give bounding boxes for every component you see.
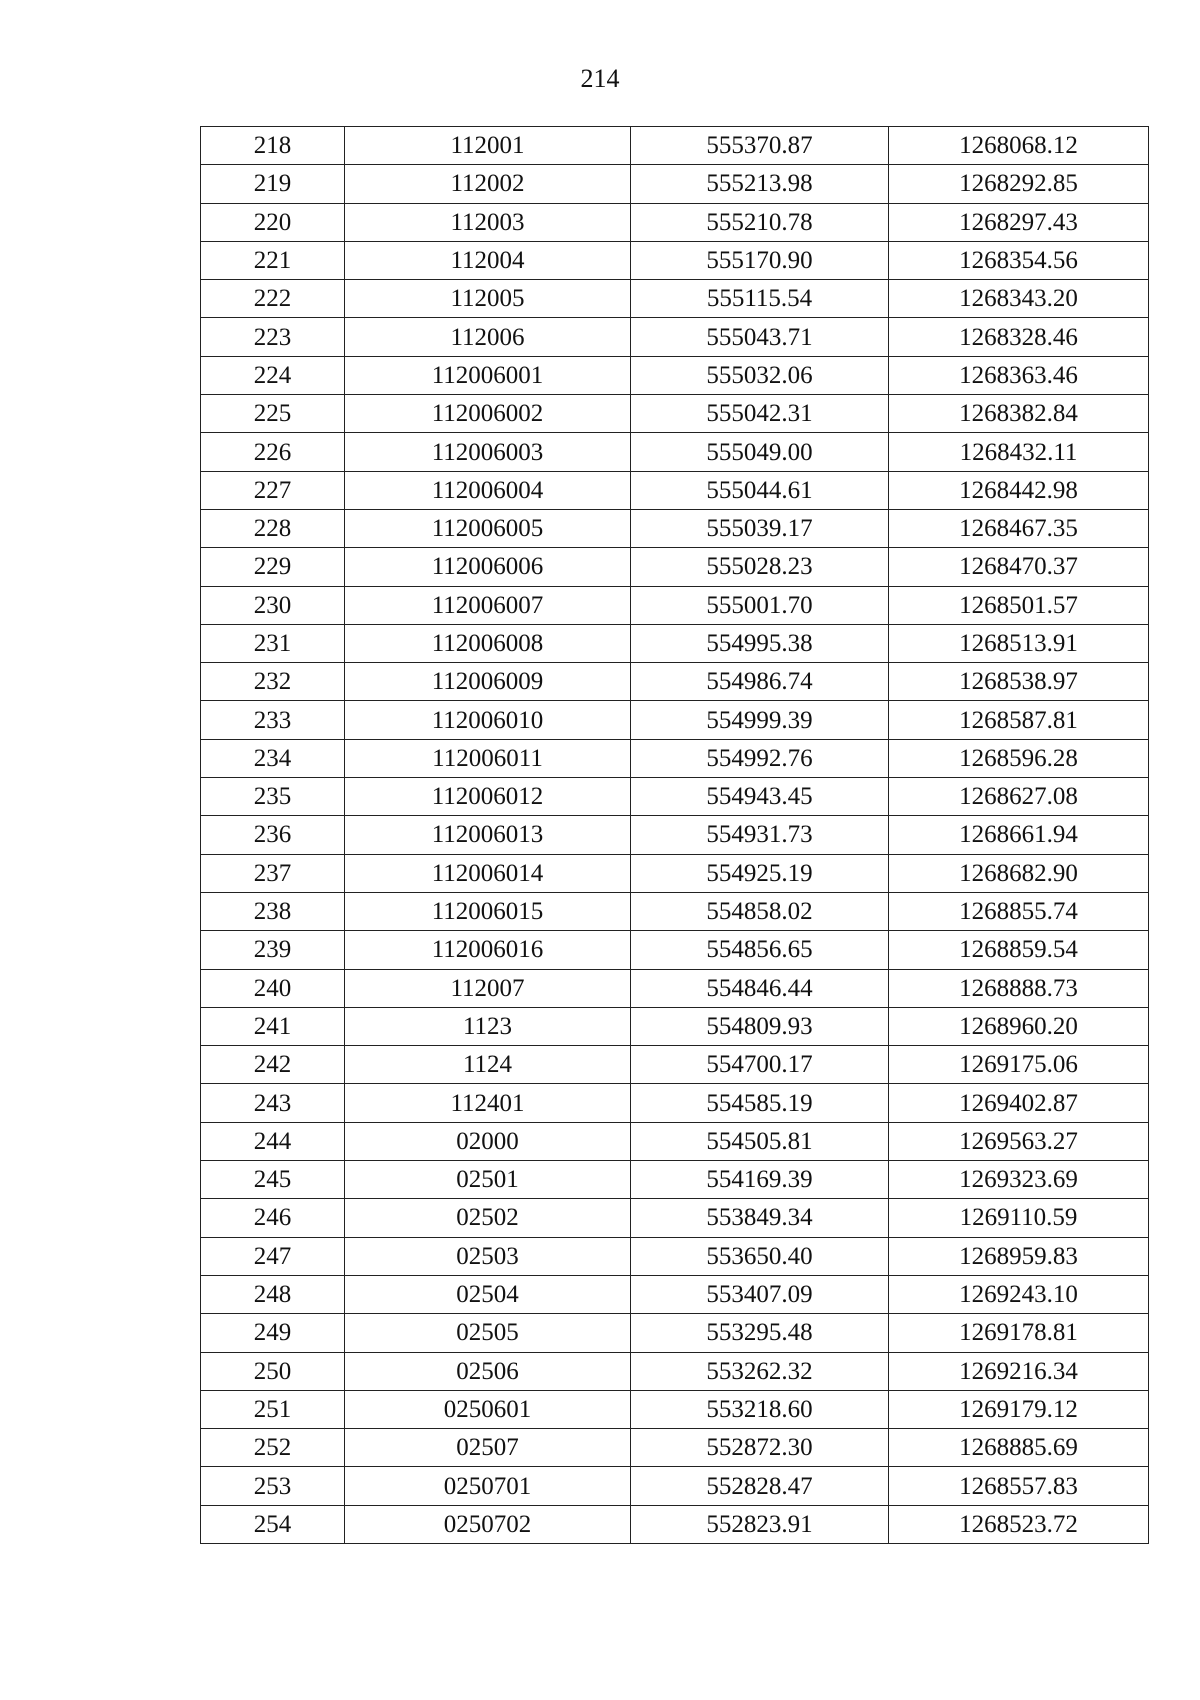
y-coordinate-cell: 1269175.06 — [889, 1046, 1149, 1084]
x-coordinate-cell: 554995.38 — [631, 624, 889, 662]
table-row — [201, 1046, 1149, 1084]
y-coordinate-cell: 1268354.56 — [889, 241, 1149, 279]
table-row — [201, 663, 1149, 701]
row-number-cell: 245 — [201, 1161, 345, 1199]
table-row — [201, 1007, 1149, 1045]
point-id-cell: 0250702 — [345, 1505, 631, 1543]
row-number-cell: 243 — [201, 1084, 345, 1122]
row-number-cell: 244 — [201, 1122, 345, 1160]
row-number-cell: 250 — [201, 1352, 345, 1390]
point-id-cell: 0250701 — [345, 1467, 631, 1505]
y-coordinate-cell: 1268442.98 — [889, 471, 1149, 509]
x-coordinate-cell: 554505.81 — [631, 1122, 889, 1160]
y-coordinate-cell: 1268859.54 — [889, 931, 1149, 969]
row-number-cell: 232 — [201, 663, 345, 701]
x-coordinate-cell: 553650.40 — [631, 1237, 889, 1275]
x-coordinate-cell: 555115.54 — [631, 280, 889, 318]
x-coordinate-cell: 554856.65 — [631, 931, 889, 969]
row-number-cell: 229 — [201, 548, 345, 586]
point-id-cell: 112006012 — [345, 778, 631, 816]
table-row — [201, 165, 1149, 203]
x-coordinate-cell: 553407.09 — [631, 1275, 889, 1313]
row-number-cell: 231 — [201, 624, 345, 662]
point-id-cell: 02000 — [345, 1122, 631, 1160]
x-coordinate-cell: 552828.47 — [631, 1467, 889, 1505]
y-coordinate-cell: 1269110.59 — [889, 1199, 1149, 1237]
row-number-cell: 220 — [201, 203, 345, 241]
y-coordinate-cell: 1268523.72 — [889, 1505, 1149, 1543]
y-coordinate-cell: 1269402.87 — [889, 1084, 1149, 1122]
y-coordinate-cell: 1269243.10 — [889, 1275, 1149, 1313]
x-coordinate-cell: 555049.00 — [631, 433, 889, 471]
x-coordinate-cell: 554925.19 — [631, 854, 889, 892]
table-row — [201, 203, 1149, 241]
row-number-cell: 247 — [201, 1237, 345, 1275]
table-row — [201, 1237, 1149, 1275]
x-coordinate-cell: 555028.23 — [631, 548, 889, 586]
row-number-cell: 251 — [201, 1390, 345, 1428]
row-number-cell: 239 — [201, 931, 345, 969]
table-row — [201, 395, 1149, 433]
x-coordinate-cell: 555039.17 — [631, 509, 889, 547]
row-number-cell: 246 — [201, 1199, 345, 1237]
row-number-cell: 240 — [201, 969, 345, 1007]
table-row — [201, 356, 1149, 394]
x-coordinate-cell: 555370.87 — [631, 127, 889, 165]
y-coordinate-cell: 1268343.20 — [889, 280, 1149, 318]
y-coordinate-cell: 1268960.20 — [889, 1007, 1149, 1045]
row-number-cell: 233 — [201, 701, 345, 739]
y-coordinate-cell: 1268328.46 — [889, 318, 1149, 356]
y-coordinate-cell: 1268682.90 — [889, 854, 1149, 892]
row-number-cell: 252 — [201, 1429, 345, 1467]
row-number-cell: 238 — [201, 892, 345, 930]
table-row — [201, 433, 1149, 471]
table-row — [201, 931, 1149, 969]
row-number-cell: 230 — [201, 586, 345, 624]
page-number: 214 — [580, 64, 620, 93]
point-id-cell: 112006006 — [345, 548, 631, 586]
point-id-cell: 02503 — [345, 1237, 631, 1275]
x-coordinate-cell: 555001.70 — [631, 586, 889, 624]
x-coordinate-cell: 554992.76 — [631, 739, 889, 777]
table-row — [201, 241, 1149, 279]
point-id-cell: 02505 — [345, 1314, 631, 1352]
x-coordinate-cell: 553262.32 — [631, 1352, 889, 1390]
point-id-cell: 112006004 — [345, 471, 631, 509]
table-row — [201, 1275, 1149, 1313]
x-coordinate-cell: 552872.30 — [631, 1429, 889, 1467]
table-row — [201, 739, 1149, 777]
point-id-cell: 1123 — [345, 1007, 631, 1045]
x-coordinate-cell: 554943.45 — [631, 778, 889, 816]
point-id-cell: 112006 — [345, 318, 631, 356]
row-number-cell: 222 — [201, 280, 345, 318]
y-coordinate-cell: 1269563.27 — [889, 1122, 1149, 1160]
table-row — [201, 1122, 1149, 1160]
point-id-cell: 112007 — [345, 969, 631, 1007]
x-coordinate-cell: 554931.73 — [631, 816, 889, 854]
row-number-cell: 221 — [201, 241, 345, 279]
point-id-cell: 112003 — [345, 203, 631, 241]
table-row — [201, 586, 1149, 624]
row-number-cell: 218 — [201, 127, 345, 165]
table-row — [201, 1467, 1149, 1505]
row-number-cell: 226 — [201, 433, 345, 471]
y-coordinate-cell: 1268538.97 — [889, 663, 1149, 701]
y-coordinate-cell: 1269178.81 — [889, 1314, 1149, 1352]
point-id-cell: 1124 — [345, 1046, 631, 1084]
point-id-cell: 112006011 — [345, 739, 631, 777]
y-coordinate-cell: 1268382.84 — [889, 395, 1149, 433]
point-id-cell: 112004 — [345, 241, 631, 279]
point-id-cell: 112006005 — [345, 509, 631, 547]
table-row — [201, 969, 1149, 1007]
y-coordinate-cell: 1268885.69 — [889, 1429, 1149, 1467]
table-row — [201, 1505, 1149, 1543]
row-number-cell: 227 — [201, 471, 345, 509]
table-row — [201, 1084, 1149, 1122]
y-coordinate-cell: 1268627.08 — [889, 778, 1149, 816]
x-coordinate-cell: 554846.44 — [631, 969, 889, 1007]
point-id-cell: 112006007 — [345, 586, 631, 624]
point-id-cell: 112006002 — [345, 395, 631, 433]
y-coordinate-cell: 1269216.34 — [889, 1352, 1149, 1390]
row-number-cell: 253 — [201, 1467, 345, 1505]
point-id-cell: 0250601 — [345, 1390, 631, 1428]
table-row — [201, 127, 1149, 165]
row-number-cell: 223 — [201, 318, 345, 356]
row-number-cell: 225 — [201, 395, 345, 433]
table-row — [201, 1199, 1149, 1237]
point-id-cell: 112006015 — [345, 892, 631, 930]
x-coordinate-cell: 553849.34 — [631, 1199, 889, 1237]
table-row — [201, 1352, 1149, 1390]
table-row — [201, 1314, 1149, 1352]
y-coordinate-cell: 1269323.69 — [889, 1161, 1149, 1199]
coordinates-table — [200, 126, 1149, 1544]
row-number-cell: 248 — [201, 1275, 345, 1313]
table-row — [201, 509, 1149, 547]
x-coordinate-cell: 554809.93 — [631, 1007, 889, 1045]
point-id-cell: 112001 — [345, 127, 631, 165]
y-coordinate-cell: 1268432.11 — [889, 433, 1149, 471]
x-coordinate-cell: 554986.74 — [631, 663, 889, 701]
x-coordinate-cell: 552823.91 — [631, 1505, 889, 1543]
y-coordinate-cell: 1268292.85 — [889, 165, 1149, 203]
y-coordinate-cell: 1269179.12 — [889, 1390, 1149, 1428]
y-coordinate-cell: 1268557.83 — [889, 1467, 1149, 1505]
row-number-cell: 249 — [201, 1314, 345, 1352]
table-row — [201, 854, 1149, 892]
table-row — [201, 778, 1149, 816]
x-coordinate-cell: 554585.19 — [631, 1084, 889, 1122]
table-row — [201, 471, 1149, 509]
table-row — [201, 1429, 1149, 1467]
point-id-cell: 02507 — [345, 1429, 631, 1467]
point-id-cell: 02504 — [345, 1275, 631, 1313]
y-coordinate-cell: 1268587.81 — [889, 701, 1149, 739]
point-id-cell: 112006009 — [345, 663, 631, 701]
y-coordinate-cell: 1268467.35 — [889, 509, 1149, 547]
point-id-cell: 112006010 — [345, 701, 631, 739]
x-coordinate-cell: 554700.17 — [631, 1046, 889, 1084]
row-number-cell: 241 — [201, 1007, 345, 1045]
y-coordinate-cell: 1268501.57 — [889, 586, 1149, 624]
x-coordinate-cell: 555032.06 — [631, 356, 889, 394]
y-coordinate-cell: 1268855.74 — [889, 892, 1149, 930]
point-id-cell: 112006003 — [345, 433, 631, 471]
table-row — [201, 1161, 1149, 1199]
table-row — [201, 318, 1149, 356]
table-row — [201, 548, 1149, 586]
y-coordinate-cell: 1268959.83 — [889, 1237, 1149, 1275]
y-coordinate-cell: 1268888.73 — [889, 969, 1149, 1007]
point-id-cell: 02501 — [345, 1161, 631, 1199]
x-coordinate-cell: 553218.60 — [631, 1390, 889, 1428]
y-coordinate-cell: 1268068.12 — [889, 127, 1149, 165]
row-number-cell: 254 — [201, 1505, 345, 1543]
point-id-cell: 112002 — [345, 165, 631, 203]
x-coordinate-cell: 554999.39 — [631, 701, 889, 739]
point-id-cell: 112401 — [345, 1084, 631, 1122]
point-id-cell: 112006008 — [345, 624, 631, 662]
row-number-cell: 236 — [201, 816, 345, 854]
row-number-cell: 235 — [201, 778, 345, 816]
point-id-cell: 02502 — [345, 1199, 631, 1237]
y-coordinate-cell: 1268363.46 — [889, 356, 1149, 394]
point-id-cell: 112006016 — [345, 931, 631, 969]
row-number-cell: 237 — [201, 854, 345, 892]
point-id-cell: 112006001 — [345, 356, 631, 394]
x-coordinate-cell: 553295.48 — [631, 1314, 889, 1352]
x-coordinate-cell: 555042.31 — [631, 395, 889, 433]
x-coordinate-cell: 555210.78 — [631, 203, 889, 241]
row-number-cell: 228 — [201, 509, 345, 547]
table-row — [201, 892, 1149, 930]
y-coordinate-cell: 1268297.43 — [889, 203, 1149, 241]
point-id-cell: 112006014 — [345, 854, 631, 892]
point-id-cell: 112005 — [345, 280, 631, 318]
table-row — [201, 280, 1149, 318]
y-coordinate-cell: 1268470.37 — [889, 548, 1149, 586]
x-coordinate-cell: 555213.98 — [631, 165, 889, 203]
x-coordinate-cell: 555044.61 — [631, 471, 889, 509]
row-number-cell: 234 — [201, 739, 345, 777]
row-number-cell: 242 — [201, 1046, 345, 1084]
table-row — [201, 624, 1149, 662]
x-coordinate-cell: 555170.90 — [631, 241, 889, 279]
row-number-cell: 219 — [201, 165, 345, 203]
table-row — [201, 701, 1149, 739]
y-coordinate-cell: 1268661.94 — [889, 816, 1149, 854]
x-coordinate-cell: 554169.39 — [631, 1161, 889, 1199]
table-row — [201, 1390, 1149, 1428]
x-coordinate-cell: 554858.02 — [631, 892, 889, 930]
table-body — [201, 127, 1149, 1544]
point-id-cell: 02506 — [345, 1352, 631, 1390]
table-row — [201, 816, 1149, 854]
x-coordinate-cell: 555043.71 — [631, 318, 889, 356]
y-coordinate-cell: 1268596.28 — [889, 739, 1149, 777]
row-number-cell: 224 — [201, 356, 345, 394]
point-id-cell: 112006013 — [345, 816, 631, 854]
y-coordinate-cell: 1268513.91 — [889, 624, 1149, 662]
